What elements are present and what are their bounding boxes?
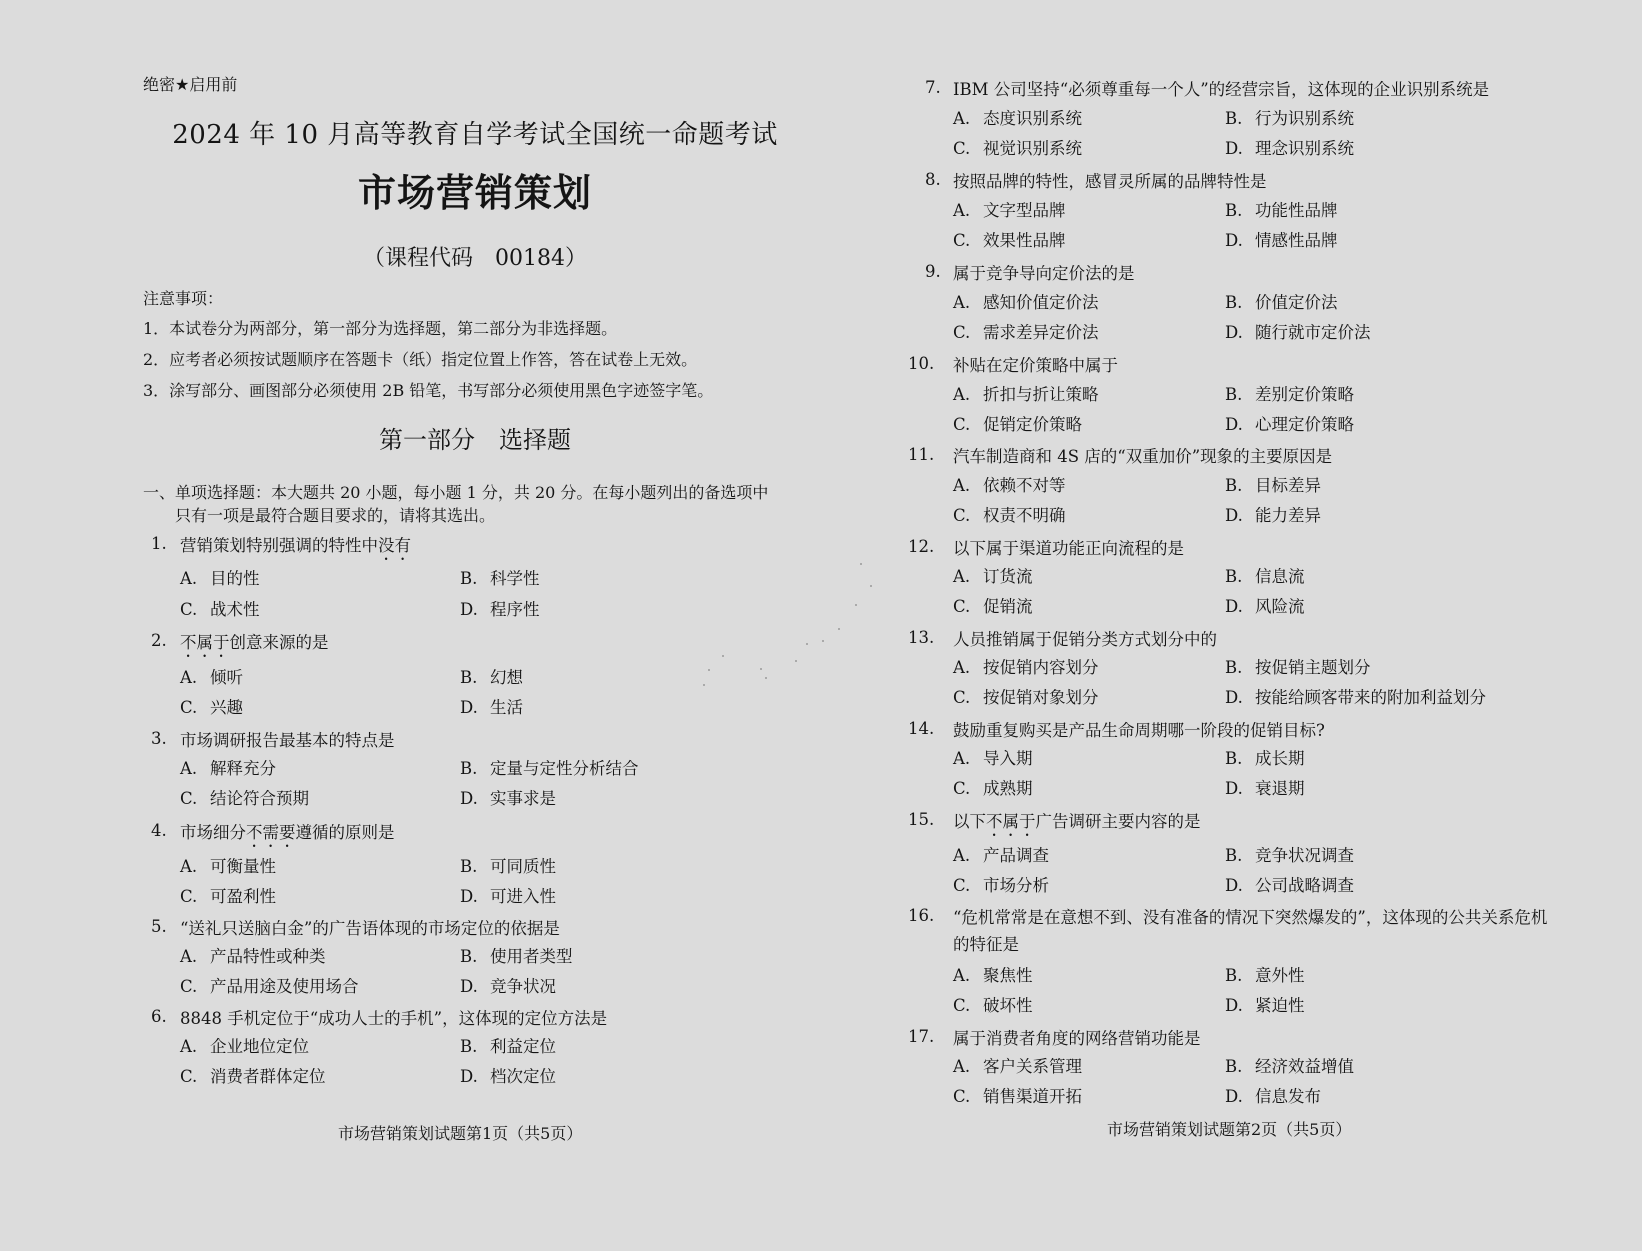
answer-option-a[interactable]	[953, 751, 1033, 768]
option-label: C.	[180, 600, 198, 619]
question-number: 10.	[908, 354, 935, 373]
question-stem	[953, 539, 1184, 567]
answer-option-c[interactable]	[953, 325, 1099, 342]
answer-option-a[interactable]	[953, 848, 1049, 865]
question-stem	[180, 1009, 607, 1037]
option-label: C.	[953, 506, 971, 525]
option-label: A.	[953, 846, 971, 865]
notes-heading: 注意事项：	[143, 289, 224, 308]
option-label: D.	[1225, 779, 1243, 798]
option-text: 促销流	[983, 597, 1033, 616]
option-text: 效果性品牌	[983, 231, 1066, 250]
option-label: C.	[953, 415, 971, 434]
stem-text: 人员推销属于促销分类方式划分中的	[953, 630, 1217, 649]
option-label: D.	[1225, 597, 1243, 616]
answer-option-d[interactable]	[1225, 690, 1486, 707]
answer-option-a[interactable]	[953, 387, 1099, 404]
answer-option-d[interactable]	[1225, 141, 1354, 158]
question-stem	[953, 908, 1547, 936]
stem-text: 遵循的原则是	[295, 823, 395, 842]
option-text: 成长期	[1255, 749, 1305, 768]
option-label: C.	[953, 597, 971, 616]
answer-option-b[interactable]	[1225, 111, 1354, 128]
answer-option-c[interactable]	[180, 889, 276, 906]
option-label: A.	[180, 759, 198, 778]
answer-option-d[interactable]	[1225, 878, 1354, 895]
answer-option-a[interactable]	[180, 670, 243, 687]
option-label: D.	[1225, 415, 1243, 434]
option-text: 差别定价策略	[1255, 385, 1354, 404]
note-item: 1．本试卷分为两部分，第一部分为选择题，第二部分为非选择题。	[143, 319, 618, 338]
option-text: 权责不明确	[983, 506, 1066, 525]
exam-title: 2024 年 10 月高等教育自学考试全国统一命题考试	[172, 120, 778, 150]
section-instruction: 一、单项选择题：本大题共 20 小题，每小题 1 分，共 20 分。在每小题列出的备选项中	[143, 483, 769, 502]
question-stem	[953, 1029, 1201, 1057]
question-number: 2.	[151, 631, 167, 650]
option-label: C.	[180, 977, 198, 996]
page-footer: 市场营销策划试题第2页（共5页）	[1107, 1120, 1352, 1139]
question-number: 4.	[151, 821, 167, 840]
option-label: B.	[1225, 966, 1243, 985]
answer-option-c[interactable]	[953, 1089, 1082, 1106]
answer-option-d[interactable]	[460, 979, 556, 996]
question-stem	[180, 919, 560, 947]
option-text: 折扣与折让策略	[983, 385, 1099, 404]
option-text: 信息发布	[1255, 1087, 1321, 1106]
answer-option-c[interactable]	[953, 998, 1033, 1015]
option-label: C.	[953, 876, 971, 895]
answer-option-a[interactable]	[180, 1039, 309, 1056]
option-text: 价值定价法	[1255, 293, 1338, 312]
option-label: B.	[1225, 749, 1243, 768]
answer-option-b[interactable]	[460, 670, 523, 687]
note-item: 3．涂写部分、画图部分必须使用 2B 铅笔，书写部分必须使用黑色字迹签字笔。	[143, 381, 714, 400]
question-stem	[180, 536, 411, 564]
option-text: 消费者群体定位	[210, 1067, 326, 1086]
option-text: 情感性品牌	[1255, 231, 1338, 250]
option-text: 销售渠道开拓	[983, 1087, 1082, 1106]
option-label: D.	[1225, 139, 1243, 158]
answer-option-d[interactable]	[460, 602, 540, 619]
option-label: D.	[460, 698, 478, 717]
option-text: 可盈利性	[210, 887, 276, 906]
question-number: 8.	[925, 170, 941, 189]
question-number: 17.	[908, 1027, 935, 1046]
answer-option-a[interactable]	[180, 571, 260, 588]
stem-text: IBM 公司坚持“必须尊重每一个人”的经营宗旨，这体现的企业识别系统是	[953, 80, 1490, 99]
answer-option-b[interactable]	[1225, 848, 1354, 865]
option-label: A.	[953, 201, 971, 220]
option-label: B.	[1225, 846, 1243, 865]
option-label: D.	[460, 977, 478, 996]
option-text: 依赖不对等	[983, 476, 1066, 495]
option-text: 可进入性	[490, 887, 556, 906]
option-text: 聚焦性	[983, 966, 1033, 985]
answer-option-c[interactable]	[180, 791, 309, 808]
question-stem-cont: 的特征是	[953, 935, 1019, 954]
option-label: A.	[953, 293, 971, 312]
option-text: 按促销内容划分	[983, 658, 1099, 677]
answer-option-c[interactable]	[953, 878, 1049, 895]
question-number: 9.	[925, 262, 941, 281]
question-number: 16.	[908, 906, 935, 925]
option-label: C.	[180, 1067, 198, 1086]
exam-page-2	[850, 0, 1642, 1251]
answer-option-d[interactable]	[460, 700, 523, 717]
question-stem	[953, 80, 1489, 108]
option-text: 产品特性或种类	[210, 947, 326, 966]
option-text: 档次定位	[490, 1067, 556, 1086]
answer-option-c[interactable]	[953, 417, 1082, 434]
question-stem	[180, 731, 395, 759]
option-text: 倾听	[210, 668, 243, 687]
stem-text: 创意来源的是	[229, 633, 329, 652]
answer-option-d[interactable]	[460, 889, 556, 906]
option-label: D.	[460, 887, 478, 906]
option-text: 结论符合预期	[210, 789, 309, 808]
answer-option-d[interactable]	[1225, 508, 1321, 525]
question-number: 13.	[908, 628, 935, 647]
option-label: B.	[1225, 201, 1243, 220]
question-number: 1.	[151, 534, 167, 553]
option-text: 客户关系管理	[983, 1057, 1082, 1076]
option-label: B.	[1225, 293, 1243, 312]
option-text: 解释充分	[210, 759, 276, 778]
option-label: B.	[1225, 658, 1243, 677]
answer-option-d[interactable]	[1225, 1089, 1321, 1106]
note-item: 2．应考者必须按试题顺序在答题卡（纸）指定位置上作答，答在试卷上无效。	[143, 350, 698, 369]
option-text: 功能性品牌	[1255, 201, 1338, 220]
stem-text: “送礼只送脑白金”的广告语体现的市场定位的依据是	[180, 919, 560, 938]
option-text: 幻想	[490, 668, 523, 687]
option-label: B.	[1225, 567, 1243, 586]
option-text: 产品调查	[983, 846, 1049, 865]
option-text: 产品用途及使用场合	[210, 977, 359, 996]
answer-option-d[interactable]	[1225, 417, 1354, 434]
question-stem	[180, 823, 395, 851]
stem-emphasis: 不属于	[986, 812, 1036, 831]
stem-emphasis: 不需要	[246, 823, 296, 842]
option-label: D.	[460, 789, 478, 808]
answer-option-d[interactable]	[460, 1069, 556, 1086]
answer-option-a[interactable]	[953, 295, 1099, 312]
option-text: 文字型品牌	[983, 201, 1066, 220]
option-label: A.	[953, 476, 971, 495]
option-label: D.	[1225, 1087, 1243, 1106]
option-label: B.	[1225, 109, 1243, 128]
answer-option-d[interactable]	[1225, 599, 1305, 616]
question-stem	[953, 264, 1135, 292]
answer-option-c[interactable]	[953, 781, 1033, 798]
option-text: 可衡量性	[210, 857, 276, 876]
option-text: 目标差异	[1255, 476, 1321, 495]
stem-text: 以下属于渠道功能正向流程的是	[953, 539, 1184, 558]
option-label: D.	[1225, 876, 1243, 895]
stem-text: 广告调研主要内容的是	[1035, 812, 1201, 831]
option-text: 订货流	[983, 567, 1033, 586]
option-label: A.	[180, 1037, 198, 1056]
option-label: A.	[953, 109, 971, 128]
stem-text: 按照品牌的特性，感冒灵所属的品牌特性是	[953, 172, 1267, 191]
option-text: 兴趣	[210, 698, 243, 717]
course-code: （课程代码 00184）	[363, 246, 587, 271]
course-title: 市场营销策划	[357, 170, 592, 215]
option-label: A.	[180, 569, 198, 588]
option-label: B.	[1225, 476, 1243, 495]
option-text: 需求差异定价法	[983, 323, 1099, 342]
answer-option-d[interactable]	[1225, 325, 1371, 342]
question-stem	[953, 447, 1332, 475]
option-label: A.	[953, 567, 971, 586]
stem-text: 汽车制造商和 4S 店的“双重加价”现象的主要原因是	[953, 447, 1333, 466]
stem-text: 市场调研报告最基本的特点是	[180, 731, 395, 750]
option-text: 目的性	[210, 569, 260, 588]
option-text: 能力差异	[1255, 506, 1321, 525]
option-text: 经济效益增值	[1255, 1057, 1354, 1076]
option-text: 成熟期	[983, 779, 1033, 798]
option-label: C.	[180, 789, 198, 808]
answer-option-b[interactable]	[1225, 295, 1338, 312]
option-text: 科学性	[490, 569, 540, 588]
option-text: 行为识别系统	[1255, 109, 1354, 128]
option-label: D.	[460, 1067, 478, 1086]
answer-option-c[interactable]	[953, 508, 1066, 525]
option-text: 导入期	[983, 749, 1033, 768]
question-number: 5.	[151, 917, 167, 936]
option-label: D.	[1225, 506, 1243, 525]
option-text: 感知价值定价法	[983, 293, 1099, 312]
option-text: 风险流	[1255, 597, 1305, 616]
answer-option-c[interactable]	[953, 690, 1099, 707]
page-footer: 市场营销策划试题第1页（共5页）	[338, 1124, 583, 1143]
answer-option-b[interactable]	[1225, 478, 1321, 495]
answer-option-a[interactable]	[953, 478, 1066, 495]
question-stem	[953, 812, 1201, 840]
option-text: 可同质性	[490, 857, 556, 876]
confidential-label: 绝密★启用前	[143, 75, 238, 94]
answer-option-b[interactable]	[460, 571, 540, 588]
option-text: 利益定位	[490, 1037, 556, 1056]
answer-option-a[interactable]	[953, 111, 1082, 128]
answer-option-d[interactable]	[1225, 781, 1305, 798]
stem-text: 市场细分	[180, 823, 246, 842]
option-text: 视觉识别系统	[983, 139, 1082, 158]
option-label: B.	[460, 759, 478, 778]
option-label: B.	[1225, 1057, 1243, 1076]
answer-option-c[interactable]	[180, 700, 243, 717]
stem-emphasis: 没有	[378, 536, 411, 555]
option-label: A.	[953, 966, 971, 985]
answer-option-b[interactable]	[1225, 203, 1338, 220]
option-label: C.	[180, 698, 198, 717]
option-text: 实事求是	[490, 789, 556, 808]
option-label: C.	[953, 996, 971, 1015]
option-label: C.	[953, 779, 971, 798]
option-label: A.	[953, 1057, 971, 1076]
option-text: 意外性	[1255, 966, 1305, 985]
stem-text: 鼓励重复购买是产品生命周期哪一阶段的促销目标?	[953, 721, 1325, 740]
option-text: 信息流	[1255, 567, 1305, 586]
option-text: 紧迫性	[1255, 996, 1305, 1015]
answer-option-d[interactable]	[1225, 998, 1305, 1015]
option-label: B.	[460, 569, 478, 588]
question-stem	[180, 633, 329, 661]
stem-text: 8848 手机定位于“成功人士的手机”，这体现的定位方法是	[180, 1009, 608, 1028]
answer-option-b[interactable]	[1225, 569, 1305, 586]
option-label: B.	[460, 947, 478, 966]
question-number: 15.	[908, 810, 935, 829]
option-label: C.	[953, 139, 971, 158]
answer-option-b[interactable]	[460, 761, 639, 778]
answer-option-b[interactable]	[460, 859, 556, 876]
option-text: 衰退期	[1255, 779, 1305, 798]
answer-option-b[interactable]	[1225, 387, 1354, 404]
option-label: B.	[1225, 385, 1243, 404]
option-text: 理念识别系统	[1255, 139, 1354, 158]
answer-option-b[interactable]	[1225, 1059, 1354, 1076]
option-label: D.	[1225, 688, 1243, 707]
option-text: 定量与定性分析结合	[490, 759, 639, 778]
answer-option-a[interactable]	[953, 660, 1099, 677]
stem-text: 属于消费者角度的网络营销功能是	[953, 1029, 1201, 1048]
option-text: 程序性	[490, 600, 540, 619]
answer-option-b[interactable]	[1225, 751, 1305, 768]
section-instruction-cont: 只有一项是最符合题目要求的，请将其选出。	[175, 506, 496, 525]
option-text: 公司战略调查	[1255, 876, 1354, 895]
answer-option-a[interactable]	[180, 949, 326, 966]
answer-option-a[interactable]	[180, 859, 276, 876]
question-number: 11.	[908, 445, 935, 464]
option-text: 使用者类型	[490, 947, 573, 966]
question-stem	[953, 172, 1267, 200]
stem-text: 以下	[953, 812, 986, 831]
option-text: 战术性	[210, 600, 260, 619]
option-label: A.	[953, 658, 971, 677]
answer-option-d[interactable]	[1225, 233, 1338, 250]
stem-text: 营销策划特别强调的特性中	[180, 536, 378, 555]
option-label: C.	[953, 688, 971, 707]
option-text: 破坏性	[983, 996, 1033, 1015]
option-text: 态度识别系统	[983, 109, 1082, 128]
option-label: C.	[953, 1087, 971, 1106]
answer-option-a[interactable]	[953, 203, 1066, 220]
option-label: D.	[460, 600, 478, 619]
answer-option-a[interactable]	[953, 1059, 1082, 1076]
option-text: 按促销对象划分	[983, 688, 1099, 707]
option-text: 竞争状况	[490, 977, 556, 996]
answer-option-c[interactable]	[180, 979, 359, 996]
option-text: 心理定价策略	[1255, 415, 1354, 434]
option-label: A.	[953, 385, 971, 404]
answer-option-c[interactable]	[180, 602, 260, 619]
option-label: A.	[180, 857, 198, 876]
stem-emphasis: 不属于	[180, 633, 230, 652]
part-one-heading: 第一部分 选择题	[379, 426, 571, 454]
stem-text: 属于竞争导向定价法的是	[953, 264, 1135, 283]
answer-option-a[interactable]	[953, 569, 1033, 586]
option-text: 按促销主题划分	[1255, 658, 1371, 677]
answer-option-b[interactable]	[1225, 968, 1305, 985]
option-label: A.	[180, 947, 198, 966]
option-label: C.	[953, 231, 971, 250]
answer-option-b[interactable]	[460, 1039, 556, 1056]
stem-text: “危机常常是在意想不到、没有准备的情况下突然爆发的”，这体现的公共关系危机	[953, 908, 1548, 927]
option-label: D.	[1225, 231, 1243, 250]
option-label: B.	[460, 1037, 478, 1056]
option-label: C.	[953, 323, 971, 342]
answer-option-c[interactable]	[953, 141, 1082, 158]
answer-option-a[interactable]	[953, 968, 1033, 985]
question-number: 6.	[151, 1007, 167, 1026]
question-number: 14.	[908, 719, 935, 738]
option-label: B.	[460, 857, 478, 876]
option-label: D.	[1225, 996, 1243, 1015]
question-stem	[953, 356, 1118, 384]
question-number: 12.	[908, 537, 935, 556]
option-text: 按能给顾客带来的附加利益划分	[1255, 688, 1486, 707]
option-text: 竞争状况调查	[1255, 846, 1354, 865]
answer-option-d[interactable]	[460, 791, 556, 808]
option-label: C.	[180, 887, 198, 906]
question-stem	[953, 630, 1217, 658]
question-number: 3.	[151, 729, 167, 748]
option-text: 市场分析	[983, 876, 1049, 895]
answer-option-c[interactable]	[180, 1069, 326, 1086]
option-label: B.	[460, 668, 478, 687]
question-number: 7.	[925, 78, 941, 97]
option-label: A.	[180, 668, 198, 687]
option-text: 企业地位定位	[210, 1037, 309, 1056]
option-text: 促销定价策略	[983, 415, 1082, 434]
option-label: A.	[953, 749, 971, 768]
answer-option-a[interactable]	[180, 761, 276, 778]
option-text: 随行就市定价法	[1255, 323, 1371, 342]
answer-option-c[interactable]	[953, 233, 1066, 250]
option-text: 生活	[490, 698, 523, 717]
answer-option-b[interactable]	[1225, 660, 1371, 677]
answer-option-b[interactable]	[460, 949, 573, 966]
option-label: D.	[1225, 323, 1243, 342]
stem-text: 补贴在定价策略中属于	[953, 356, 1118, 375]
answer-option-c[interactable]	[953, 599, 1033, 616]
question-stem	[953, 721, 1325, 749]
